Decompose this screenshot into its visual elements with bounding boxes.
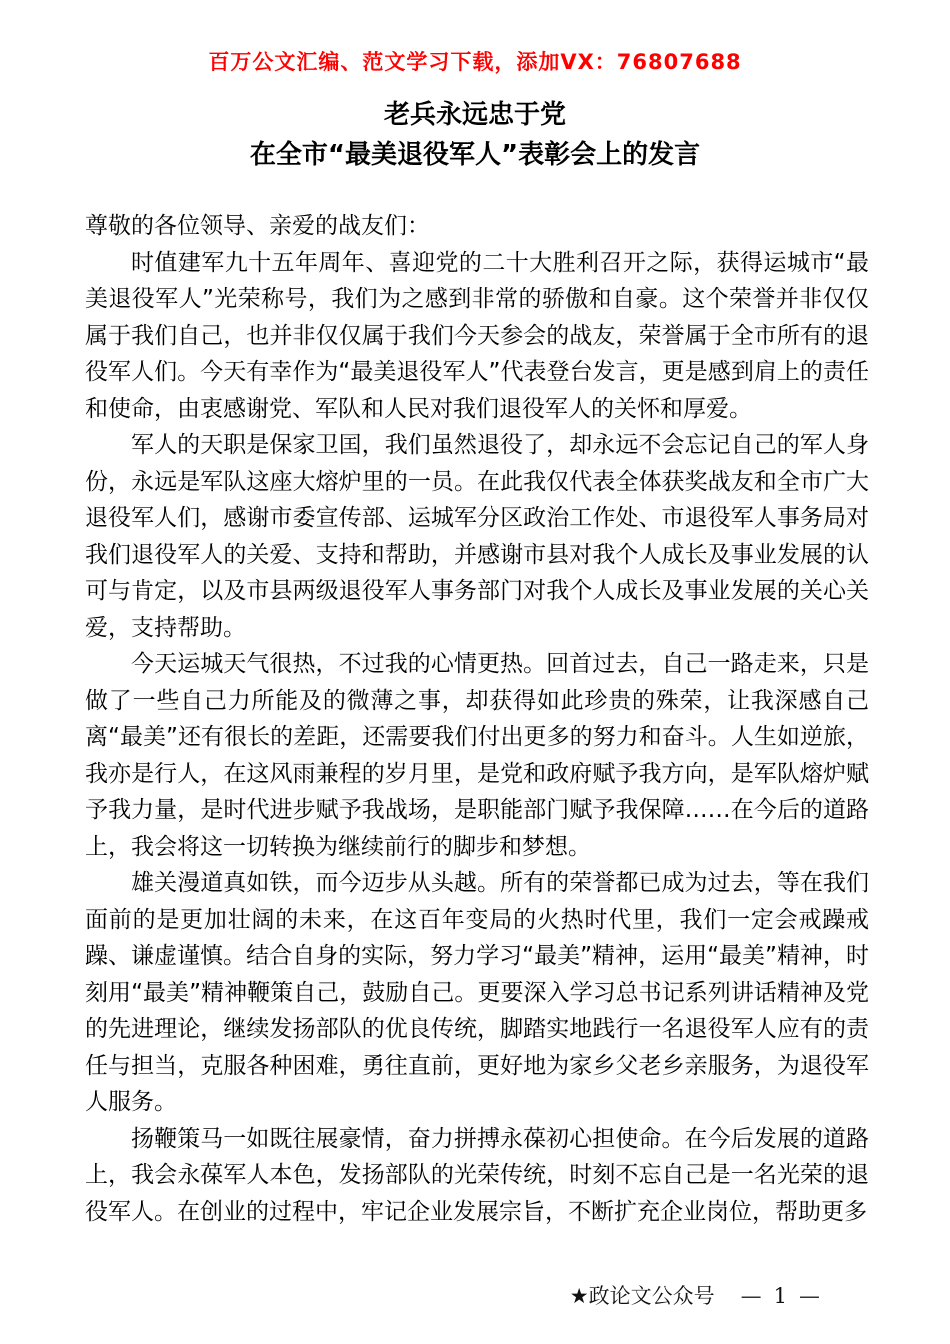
page-subtitle: 在全市“最美退役军人”表彰会上的发言 <box>249 140 701 170</box>
footer-dash-right: — <box>799 1284 820 1308</box>
document-body <box>85 208 869 1230</box>
paragraph: 扬鞭策马一如既往展豪情，奋力拼搏永葆初心担使命。在今后发展的道路上，我会永葆军人本色，发扬部队的光荣传统，时刻不忘自己是一名光荣的退役军人。在创业的过程中，牢记企业发展宗旨，不断扩充企业岗位，帮助更多 <box>85 1125 869 1225</box>
page-number: 1 <box>773 1284 787 1308</box>
page-footer <box>570 1280 832 1310</box>
paragraph: 雄关漫道真如铁，而今迈步从头越。所有的荣誉都已成为过去，等在我们面前的是更加壮阔的未来，在这百年变局的火热时代里，我们一定会戒躁戒躁、谦虚谨慎。结合自身的实际，努力学习“最美”精神，运用“最美”精神，时刻用“最美”精神鞭策自己，鼓励自己。更要深入学习总书记系列讲话精神及党的先进理论，继续发扬部队的优良传统，脚踏实地践行一名退役军人应有的责任与担当，克服各种困难，勇往直前，更好地为家乡父老乡亲服务，为退役军人服务。 <box>85 870 869 1115</box>
page-title: 老兵永远忠于党 <box>383 100 566 130</box>
footer-source-label: ★政论文公众号 <box>569 1284 715 1308</box>
promo-banner: 百万公文汇编、范文学习下载，添加VX：76807688 <box>208 50 742 74</box>
paragraph: 时值建军九十五年周年、喜迎党的二十大胜利召开之际，获得运城市“最美退役军人”光荣称号，我们为之感到非常的骄傲和自豪。这个荣誉并非仅仅属于我们自己，也并非仅仅属于我们今天参会的战友，荣誉属于全市所有的退役军人们。今天有幸作为“最美退役军人”代表登台发言，更是感到肩上的责任和使命，由衷感谢党、军队和人民对我们退役军人的关怀和厚爱。 <box>85 249 869 422</box>
greeting-line: 尊敬的各位领导、亲爱的战友们： <box>85 213 430 239</box>
paragraph: 军人的天职是保家卫囯，我们虽然退役了，却永远不会忘记自己的军人身份，永远是军队这座大熔炉里的一员。在此我仅代表全体获奖战友和全市广大退役军人们，感谢市委宣传部、运城军分区政治工作处、市退役军人事务局对我们退役军人的关爱、支持和帮助，并感谢市县对我个人成长及事业发展的认可与肯定，以及市县两级退役军人事务部门对我个人成长及事业发展的关心关爱，支持帮助。 <box>85 432 869 641</box>
paragraph: 今天运城天气很热，不过我的心情更热。回首过去，自己一路走来，只是做了一些自己力所能及的微薄之事，却获得如此珍贵的殊荣，让我深感自己离“最美”还有很长的差距，还需要我们付出更多的努力和奋斗。人生如逆旅，我亦是行人，在这风雨兼程的岁月里，是党和政府赋予我方向，是军队熔炉赋予我力量，是时代进步赋予我战场，是职能部门赋予我保障……在今后的道路上，我会将这一切转换为继续前行的脚步和梦想。 <box>85 651 869 860</box>
footer-dash-left: — <box>740 1284 762 1308</box>
